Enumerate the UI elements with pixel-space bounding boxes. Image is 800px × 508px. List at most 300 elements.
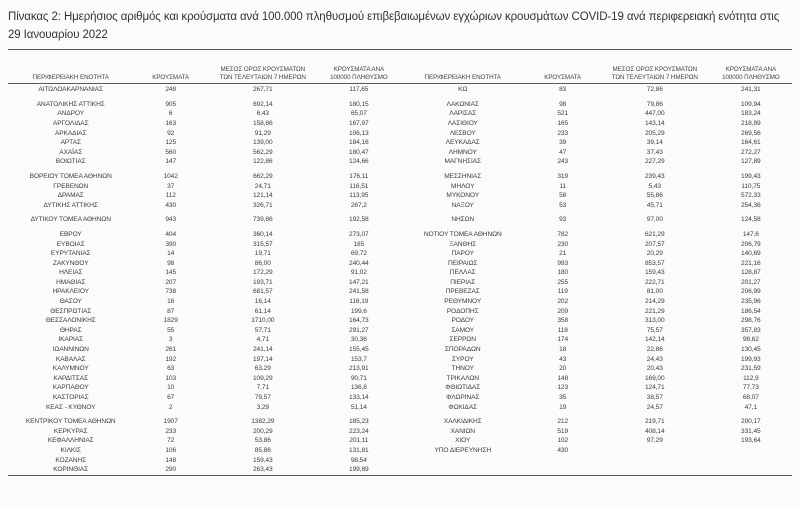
region-cell: ΜΑΓΝΗΣΙΑΣ: [444, 158, 481, 166]
table-row: [400, 182, 792, 192]
cases-cell: 261: [165, 346, 177, 354]
header-row: [8, 56, 400, 84]
per100k-cell: 47,1: [744, 403, 758, 411]
avg7days-cell: 214,29: [644, 298, 665, 306]
per100k-cell: 140,69: [741, 250, 761, 258]
avg7days-cell: 3,29: [256, 403, 269, 411]
table-row: [400, 240, 792, 250]
table-row: [400, 157, 792, 167]
table-row: [8, 345, 400, 355]
table-row: [8, 240, 400, 250]
per100k-cell: 98,54: [350, 456, 367, 464]
per100k-cell: 124,58: [741, 216, 761, 224]
cases-cell: 19: [559, 403, 567, 411]
per100k-cell: 69,72: [350, 250, 367, 258]
table-row: [400, 417, 792, 427]
cases-cell: 10: [167, 384, 175, 392]
table-row: [400, 129, 792, 139]
cases-cell: 290: [165, 466, 177, 474]
per100k-cell: 185,23: [349, 418, 369, 426]
avg7days-cell: 241,14: [252, 346, 273, 354]
per100k-cell: 206,99: [741, 288, 761, 296]
table-row: [400, 230, 792, 240]
per100k-cell: 231,59: [741, 365, 761, 373]
table-row: [400, 201, 792, 211]
avg7days-cell: 169,00: [644, 374, 665, 382]
region-cell: ΕΥΒΟΙΑΣ: [56, 240, 85, 248]
avg7days-cell: 85,86: [254, 446, 271, 454]
region-cell: ΡΟΔΟΥ: [451, 317, 474, 325]
region-cell: ΑΝΑΤΟΛΙΚΗΣ ΑΤΤΙΚΗΣ: [36, 100, 105, 108]
region-cell: ΣΥΡΟΥ: [451, 355, 474, 363]
cases-cell: 3: [168, 336, 173, 344]
cases-cell: 6: [168, 110, 173, 118]
region-cell: ΡΟΔΟΠΗΣ: [446, 307, 479, 315]
region-cell: ΠΑΡΟΥ: [451, 250, 474, 258]
cases-cell: 125: [165, 139, 177, 147]
table-row: [400, 249, 792, 259]
avg7days-cell: 81,00: [646, 288, 663, 296]
region-cell: ΠΙΕΡΙΑΣ: [450, 278, 476, 286]
avg7days-cell: 221,29: [644, 307, 665, 315]
cases-cell: 145: [165, 269, 177, 277]
cases-cell: 993: [557, 259, 569, 267]
region-cell: ΜΗΛΟΥ: [451, 182, 475, 190]
avg7days-cell: 79,57: [254, 394, 271, 401]
cases-cell: 118: [557, 326, 568, 334]
table-row: [8, 100, 400, 110]
avg7days-cell: 739,86: [252, 216, 273, 224]
table-row: [8, 268, 400, 278]
avg7days-cell: 1710,00: [251, 317, 275, 325]
avg7days-cell: 5,43: [648, 182, 661, 190]
cases-cell: 202: [557, 298, 569, 306]
cases-cell: 43: [559, 355, 567, 363]
region-cell: ΣΕΡΡΩΝ: [449, 336, 476, 344]
per100k-cell: 133,14: [349, 394, 369, 401]
table-row: [8, 383, 400, 393]
per100k-cell: 273,07: [349, 230, 369, 238]
avg7days-cell: 57,71: [254, 326, 271, 334]
cases-cell: 519: [557, 427, 569, 435]
table-row: [400, 278, 792, 288]
table-row: [400, 148, 792, 158]
cases-cell: 102: [557, 437, 569, 445]
avg7days-cell: 239,43: [644, 172, 665, 180]
left-table-body: [8, 84, 400, 475]
avg7days-cell: 662,29: [252, 172, 273, 180]
table-row: [8, 403, 400, 413]
per100k-cell: 124,66: [349, 158, 369, 166]
region-cell: ΑΡΤΑΣ: [60, 139, 81, 147]
avg7days-cell: 447,00: [644, 110, 665, 118]
cases-cell: 21: [559, 250, 567, 258]
avg7days-cell: 139,00: [252, 139, 273, 147]
table-row: [8, 84, 400, 95]
per100k-cell: 206,79: [741, 240, 761, 248]
avg7days-cell: 86,00: [254, 259, 271, 267]
region-cell: ΘΗΡΑΣ: [59, 326, 82, 334]
table-row: [400, 109, 792, 119]
avg7days-cell: 79,86: [646, 100, 663, 108]
per100k-cell: 298,76: [741, 317, 761, 325]
table-row: [400, 100, 792, 110]
avg7days-cell: 4,71: [256, 336, 269, 344]
cases-cell: 319: [557, 172, 569, 180]
region-cell: ΑΡΚΑΔΙΑΣ: [54, 129, 87, 137]
per100k-cell: 186,54: [741, 307, 761, 315]
cases-cell: 103: [165, 374, 177, 382]
avg7days-cell: 222,71: [644, 278, 665, 286]
table-row: [400, 335, 792, 345]
region-cell: ΗΛΕΙΑΣ: [59, 269, 83, 277]
avg7days-cell: 45,71: [646, 201, 663, 209]
avg7days-cell: 219,71: [644, 418, 665, 426]
region-cell: ΚΑΒΑΛΑΣ: [55, 355, 86, 363]
avg7days-cell: 142,14: [644, 336, 665, 344]
cases-cell: 18: [559, 346, 567, 354]
per100k-cell: 110,75: [741, 182, 761, 190]
table-row: [400, 191, 792, 201]
region-cell: ΚΟΡΙΝΘΙΑΣ: [53, 466, 89, 474]
per100k-cell: 199,6: [350, 307, 367, 315]
region-cell: ΠΕΛΛΑΣ: [449, 269, 476, 277]
per100k-cell: 116,19: [349, 298, 369, 306]
per100k-cell: 117,65: [349, 86, 369, 94]
region-cell: ΒΟΡΕΙΟΥ ΤΟΜΕΑ ΑΘΗΝΩΝ: [29, 172, 112, 180]
table-row: [8, 201, 400, 211]
per100k-cell: 235,96: [741, 298, 761, 306]
region-cell: ΤΡΙΚΑΛΩΝ: [446, 374, 479, 382]
avg7days-cell: 158,86: [252, 119, 273, 127]
table-row: [400, 345, 792, 355]
cases-cell: 67: [167, 394, 175, 401]
title-divider: [8, 49, 792, 50]
region-cell: ΘΕΣΣΑΛΟΝΙΚΗΣ: [45, 317, 96, 325]
cases-cell: 98: [559, 100, 567, 108]
region-cell: ΧΑΛΚΙΔΙΚΗΣ: [443, 418, 482, 426]
avg7days-cell: 7,71: [256, 384, 269, 392]
per100k-cell: 572,33: [741, 192, 761, 200]
per100k-cell: 136,8: [350, 384, 367, 392]
avg7days-cell: 61,14: [254, 307, 271, 315]
cases-cell: 738: [165, 288, 177, 296]
table-row: [8, 465, 400, 475]
region-cell: ΔΡΑΜΑΣ: [57, 192, 84, 200]
table-row: [8, 364, 400, 374]
col-header-per100k: ΚΡΟΥΣΜΑΤΑ ΑΝΑ 100000 ΠΛΗΘΥΣΜΟ: [318, 56, 400, 84]
avg7days-cell: 326,71: [252, 201, 273, 209]
region-cell: ΝΑΞΟΥ: [451, 201, 474, 209]
per100k-cell: 331,45: [741, 427, 761, 435]
per100k-cell: 272,27: [741, 148, 761, 156]
cases-cell: 255: [557, 278, 569, 286]
per100k-cell: 241,31: [741, 86, 761, 94]
cases-cell: 93: [559, 216, 567, 224]
table-row: [8, 157, 400, 167]
region-cell: ΚΑΡΠΑΘΟΥ: [52, 384, 89, 392]
cases-cell: 230: [557, 240, 569, 248]
table-row: [8, 374, 400, 384]
avg7days-cell: 24,71: [254, 182, 271, 190]
header-row: [400, 56, 792, 84]
avg7days-cell: 227,29: [644, 158, 665, 166]
cases-cell: 358: [557, 317, 569, 325]
avg7days-cell: 91,29: [254, 129, 271, 137]
table-row: [400, 268, 792, 278]
cases-cell: 106: [165, 446, 177, 454]
col-header-avg7days: ΜΕΣΟΣ ΟΡΟΣ ΚΡΟΥΣΜΑΤΩΝ ΤΩΝ ΤΕΛΕΥΤΑΙΩΝ 7 ΗΜΕΡΩΝ: [208, 56, 318, 84]
table-row: [400, 374, 792, 384]
table-row: [400, 84, 792, 95]
region-cell: ΛΕΥΚΑΔΑΣ: [445, 139, 480, 147]
region-cell: ΦΘΙΩΤΙΔΑΣ: [445, 384, 481, 392]
per100k-cell: 221,16: [741, 259, 761, 267]
table-row: [8, 259, 400, 269]
table-row: [8, 129, 400, 139]
per100k-cell: 51,14: [350, 403, 367, 411]
avg7days-cell: 97,29: [646, 437, 663, 445]
avg7days-cell: 24,57: [646, 403, 663, 411]
avg7days-cell: 692,14: [252, 100, 273, 108]
cases-cell: 243: [557, 158, 569, 166]
per100k-cell: 164,61: [741, 139, 761, 147]
per100k-cell: 254,36: [741, 201, 761, 209]
region-cell: ΚΑΛΥΜΝΟΥ: [52, 365, 89, 373]
avg7days-cell: 97,00: [646, 216, 663, 224]
avg7days-cell: 72,86: [646, 86, 663, 94]
region-cell: ΒΟΙΩΤΙΑΣ: [55, 158, 86, 166]
cases-cell: 53: [559, 201, 567, 209]
cases-cell: 92: [167, 129, 175, 137]
avg7days-cell: 22,86: [646, 346, 663, 354]
cases-cell: 148: [165, 456, 177, 464]
region-cell: ΦΛΩΡΙΝΑΣ: [446, 394, 480, 401]
avg7days-cell: 408,14: [644, 427, 665, 435]
cases-cell: 212: [557, 418, 569, 426]
cases-cell: 87: [167, 307, 175, 315]
per100k-cell: 112,9: [743, 374, 759, 382]
table-row: [8, 456, 400, 466]
per100k-cell: 357,83: [741, 326, 761, 334]
per100k-cell: 180,47: [349, 148, 369, 156]
per100k-cell: 109,94: [741, 100, 761, 108]
avg7days-cell: 53,86: [254, 437, 271, 445]
region-cell: ΑΧΑΪΑΣ: [59, 148, 83, 156]
per100k-cell: 223,24: [349, 427, 369, 435]
region-cell: ΛΕΣΒΟΥ: [449, 129, 476, 137]
cases-cell: 72: [167, 437, 175, 445]
cases-cell: 16: [167, 298, 175, 306]
per100k-cell: [710, 446, 792, 456]
per100k-cell: 128,87: [741, 269, 761, 277]
region-cell: ΤΗΝΟΥ: [451, 365, 474, 373]
cases-cell: 560: [165, 148, 177, 156]
per100k-cell: 200,17: [741, 418, 761, 426]
cases-cell: 147: [165, 158, 177, 166]
page-title: Πίνακας 2: Ημερήσιος αριθμός και κρούσματα ανά 100.000 πληθυσμού επιβεβαιωμένων εγχώριων κρουσμάτων COVID-19 ανά περιφερειακή ενότητα στις 29 Ιανουαρίου 2022: [8, 11, 780, 41]
avg7days-cell: 621,29: [644, 230, 665, 238]
table-row: [400, 297, 792, 307]
region-cell: ΗΡΑΚΛΕΙΟΥ: [52, 288, 89, 296]
cases-cell: 63: [167, 365, 175, 373]
table-row: [8, 316, 400, 326]
cases-cell: 192: [165, 355, 177, 363]
cases-cell: 20: [559, 365, 567, 373]
table-row: [8, 148, 400, 158]
cases-cell: 1042: [163, 172, 178, 180]
per100k-cell: 199,89: [349, 466, 369, 474]
per100k-cell: 183,24: [741, 110, 761, 118]
avg7days-cell: 19,71: [254, 250, 271, 258]
avg7days-cell: 109,29: [252, 374, 273, 382]
cases-cell: 39: [559, 139, 567, 147]
table-row: [8, 427, 400, 437]
covid-table-right: [400, 56, 792, 456]
table-row: [8, 417, 400, 427]
per100k-cell: 184,16: [349, 139, 369, 147]
per100k-cell: 201,11: [349, 437, 369, 445]
cases-cell: 11: [559, 182, 566, 190]
avg7days-cell: 263,43: [252, 466, 273, 474]
avg7days-cell: 37,43: [646, 148, 663, 156]
per100k-cell: 199,93: [741, 355, 761, 363]
cases-cell: 207: [165, 278, 177, 286]
avg7days-cell: 200,29: [252, 427, 273, 435]
per100k-cell: 240,44: [349, 259, 369, 267]
per100k-cell: 106,13: [349, 129, 369, 137]
avg7days-cell: [600, 446, 710, 456]
table-row: [8, 287, 400, 297]
per100k-cell: 155,45: [349, 346, 369, 354]
avg7days-cell: 63,29: [254, 365, 271, 373]
cases-cell: 98: [167, 259, 175, 267]
region-cell: ΖΑΚΥΝΘΟΥ: [52, 259, 89, 267]
region-cell: ΞΑΝΘΗΣ: [449, 240, 477, 248]
table-row: [8, 355, 400, 365]
cases-cell: 148: [557, 374, 569, 382]
cases-cell: 1907: [163, 418, 178, 426]
cases-cell: 123: [557, 384, 569, 392]
table-row: [400, 172, 792, 182]
region-cell: ΘΑΣΟΥ: [59, 298, 82, 306]
per100k-cell: 201,27: [741, 278, 761, 286]
per100k-cell: 127,89: [741, 158, 761, 166]
col-header-region: ΠΕΡΙΦΕΡΕΙΑΚΗ ΕΝΟΤΗΤΑ: [400, 56, 525, 84]
avg7days-cell: 75,57: [646, 326, 663, 334]
per100k-cell: 291,27: [349, 326, 369, 334]
region-cell: ΙΚΑΡΙΑΣ: [58, 336, 84, 344]
covid-table-left: [8, 56, 400, 475]
table-row: [8, 436, 400, 446]
avg7days-cell: 313,00: [644, 317, 665, 325]
region-cell: ΣΠΟΡΑΔΩΝ: [444, 346, 481, 354]
avg7days-cell: 122,86: [252, 158, 273, 166]
cases-cell: 943: [165, 216, 177, 224]
region-cell: ΚΕΝΤΡΙΚΟΥ ΤΟΜΕΑ ΑΘΗΝΩΝ: [25, 418, 116, 426]
avg7days-cell: 205,29: [644, 129, 665, 137]
region-cell: ΦΩΚΙΔΑΣ: [448, 403, 478, 411]
cases-cell: 163: [165, 119, 177, 127]
region-cell: ΜΥΚΟΝΟΥ: [446, 192, 480, 200]
region-cell: ΓΡΕΒΕΝΩΝ: [53, 182, 89, 190]
per100k-cell: 65,07: [350, 110, 367, 118]
per100k-cell: 68,07: [742, 394, 759, 401]
col-header-cases: ΚΡΟΥΣΜΑΤΑ: [525, 56, 599, 84]
cases-cell: 180: [557, 269, 569, 277]
table-row: [400, 364, 792, 374]
cases-cell: 119: [557, 288, 568, 296]
avg7days-cell: 38,57: [646, 394, 663, 401]
table-row: [8, 335, 400, 345]
region-cell: ΜΕΣΣΗΝΙΑΣ: [444, 172, 482, 180]
region-cell: ΚΕΑΣ - ΚΥΘΝΟΥ: [45, 403, 96, 411]
per100k-cell: 130,45: [741, 346, 761, 354]
cases-cell: 83: [559, 86, 567, 94]
region-cell: ΝΗΣΩΝ: [451, 216, 475, 224]
region-cell: ΗΜΑΘΙΑΣ: [56, 278, 86, 286]
per100k-cell: 147,21: [349, 278, 369, 286]
avg7days-cell: 6,43: [256, 110, 269, 118]
table-row: [8, 326, 400, 336]
region-cell: ΚΕΡΚΥΡΑΣ: [53, 427, 88, 435]
table-row: [400, 355, 792, 365]
table-row: [400, 119, 792, 129]
table-row: [8, 446, 400, 456]
table-row: [400, 427, 792, 437]
region-cell: ΚΑΣΤΟΡΙΑΣ: [52, 394, 89, 401]
cases-cell: 248: [165, 86, 177, 94]
avg7days-cell: 207,57: [644, 240, 665, 248]
per100k-cell: 131,81: [349, 446, 369, 454]
cases-cell: 47: [559, 148, 567, 156]
region-cell: ΑΙΤΩΛΟΑΚΑΡΝΑΝΙΑΣ: [38, 86, 103, 94]
avg7days-cell: 197,14: [252, 355, 273, 363]
per100k-cell: 116,51: [349, 182, 369, 190]
region-cell: ΕΒΡΟΥ: [59, 230, 82, 238]
cases-cell: 35: [559, 394, 567, 401]
avg7days-cell: 16,14: [254, 298, 271, 306]
table-row: [8, 297, 400, 307]
cases-cell: 233: [165, 427, 177, 435]
region-cell: ΑΝΔΡΟΥ: [57, 110, 85, 118]
avg7days-cell: 121,14: [252, 192, 273, 200]
cases-cell: 782: [557, 230, 569, 238]
per100k-cell: 176,11: [349, 172, 369, 180]
per100k-cell: 193,64: [741, 437, 761, 445]
per100k-cell: 30,36: [350, 336, 367, 344]
table-row: [400, 403, 792, 413]
table-row: [400, 287, 792, 297]
per100k-cell: 218,89: [741, 119, 761, 127]
col-header-avg7days: ΜΕΣΟΣ ΟΡΟΣ ΚΡΟΥΣΜΑΤΩΝ ΤΩΝ ΤΕΛΕΥΤΑΙΩΝ 7 ΗΜΕΡΩΝ: [600, 56, 710, 84]
avg7days-cell: 193,71: [252, 278, 273, 286]
region-cell: ΛΑΡΙΣΑΣ: [449, 110, 477, 118]
cases-cell: 2: [168, 403, 173, 411]
covid-tables-container: [8, 56, 792, 476]
col-header-cases: ΚΡΟΥΣΜΑΤΑ: [133, 56, 207, 84]
cases-cell: 430: [557, 446, 569, 454]
col-header-region: ΠΕΡΙΦΕΡΕΙΑΚΗ ΕΝΟΤΗΤΑ: [8, 56, 133, 84]
per100k-cell: 153,7: [350, 355, 367, 363]
table-row: [8, 191, 400, 201]
table-row: [8, 249, 400, 259]
cases-cell: 905: [165, 100, 177, 108]
cases-cell: 14: [167, 250, 175, 258]
cases-cell: 174: [557, 336, 569, 344]
region-cell: ΠΡΕΒΕΖΑΣ: [445, 288, 480, 296]
avg7days-cell: 562,29: [252, 148, 273, 156]
